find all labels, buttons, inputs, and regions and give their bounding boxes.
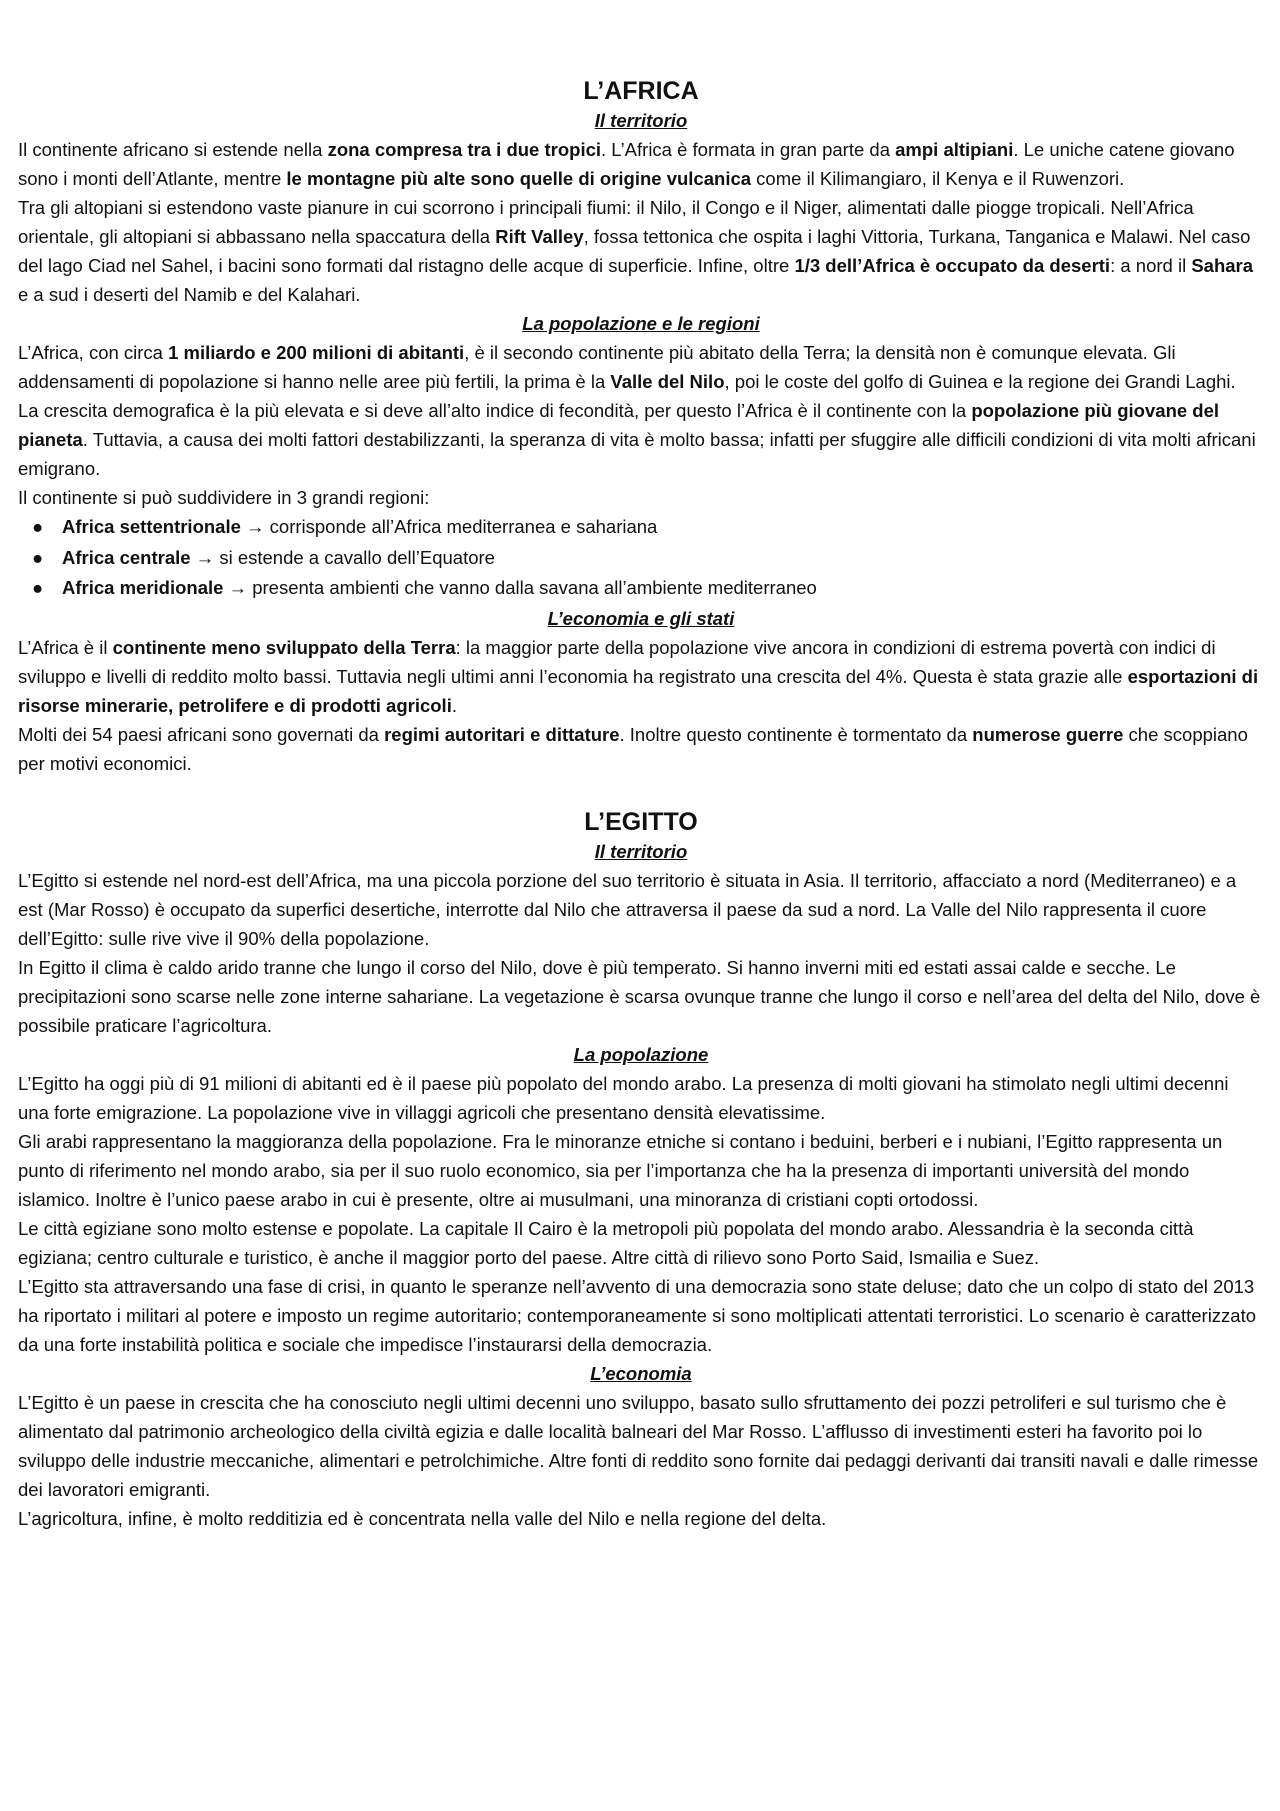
- egypt-territory-paragraph-1: L’Egitto si estende nel nord-est dell’Africa, ma una piccola porzione del suo territorio è situata in Asia. Il territorio, affacciato a nord (Mediterraneo) e a est (Mar Rosso) è occupato da superfici desertiche, interrotte dal Nilo che attraversa il paese da sud a nord. La Valle del Nilo rappresenta il cuore dell’Egitto: sulle rive vive il 90% della popolazione.: [18, 869, 1237, 949]
- bullet-icon: ●: [32, 546, 44, 568]
- bold-run: le montagne più alte sono quelle di origine vulcanica: [286, 168, 752, 189]
- egypt-title: L’EGITTO: [584, 807, 698, 836]
- bold-run: Rift Valley: [495, 226, 584, 247]
- text-run: . Tuttavia, a causa dei molti fattori destabilizzanti, la speranza di vita è molto bassa; infatti per sfuggire alle difficili condizioni di vita molti africani emigrano.: [18, 429, 1256, 479]
- bold-run: popolazione più giovane del pianeta: [18, 400, 1220, 450]
- list-item: [18, 573, 1264, 604]
- text-run: , è il secondo continente più abitato della Terra; la densità non è comunque elevata. Gli addensamenti di popolazione si hanno nelle aree più fertili, la prima è la: [18, 342, 1176, 392]
- bold-run: Valle del Nilo: [610, 371, 725, 392]
- region-name: Africa meridionale: [62, 577, 224, 598]
- region-name: Africa centrale: [62, 546, 191, 568]
- region-description: → si estende a cavallo dell’Equatore: [190, 546, 495, 568]
- text-run: Molti dei 54 paesi africani sono governati da: [18, 723, 385, 745]
- bold-run: esportazioni di risorse minerarie, petrolifere e di prodotti agricoli: [18, 665, 1259, 716]
- bold-run: zona compresa tra i due tropici: [327, 139, 602, 160]
- africa-population-paragraph-1: [18, 338, 1264, 396]
- text-run: . Inoltre questo continente è tormentato da: [619, 723, 973, 745]
- egypt-territory-heading: Il territorio: [594, 840, 688, 862]
- africa-population-heading: La popolazione e le regioni: [522, 313, 760, 334]
- egypt-population-paragraph-3: Le città egiziane sono molto estense e popolate. La capitale Il Cairo è la metropoli più popolata del mondo arabo. Alessandria è la seconda città egiziana; centro culturale e turistico, è anche il maggior porto del paese. Altre città di rilievo sono Porto Said, Ismailia e Suez.: [18, 1217, 1194, 1268]
- africa-population-paragraph-2: [18, 396, 1264, 483]
- text-run: , poi le coste del golfo di Guinea e la regione dei Grandi Laghi.: [724, 371, 1236, 392]
- text-run: come il Kilimangiaro, il Kenya e il Ruwenzori.: [751, 168, 1125, 189]
- egypt-population-paragraph-1: L’Egitto ha oggi più di 91 milioni di abitanti ed è il paese più popolato del mondo arabo. La presenza di molti giovani ha stimolato negli ultimi decenni una forte emigrazione. La popolazione vive in villaggi agricoli che presentano densità elevatissime.: [18, 1072, 1229, 1123]
- region-description: → presenta ambienti che vanno dalla savana all’ambiente mediterraneo: [223, 577, 817, 598]
- africa-economy-paragraph-2: [18, 720, 1264, 778]
- africa-regions-list: [18, 512, 1264, 604]
- text-run: .: [451, 694, 457, 716]
- egypt-population-paragraph-2: Gli arabi rappresentano la maggioranza della popolazione. Fra le minoranze etniche si contano i beduini, berberi e i nubiani, l’Egitto rappresenta un punto di riferimento nel mondo arabo, sia per il suo ruolo economico, sia per l’importanza che ha la presenza di importanti università del mondo islamico. Inoltre è l’unico paese arabo in cui è presente, oltre ai musulmani, una minoranza di cristiani copti ortodossi.: [18, 1130, 1223, 1210]
- bold-run: regimi autoritari e dittature: [384, 723, 620, 745]
- text-run: : a nord il: [1110, 255, 1192, 276]
- africa-economy-paragraph-1: [18, 633, 1264, 720]
- bullet-icon: ●: [32, 516, 44, 537]
- bold-run: numerose guerre: [972, 723, 1124, 745]
- text-run: La crescita demografica è la più elevata e si deve all’alto indice di fecondità, per questo l’Africa è il continente con la: [18, 400, 972, 421]
- list-item: [18, 543, 1264, 574]
- bold-run: 1 miliardo e 200 milioni di abitanti: [168, 342, 465, 363]
- text-run: Il continente africano si estende nella: [18, 139, 328, 160]
- text-run: : la maggior parte della popolazione vive ancora in condizioni di estrema povertà con indici di sviluppo e livelli di reddito molto bassi. Tuttavia negli ultimi anni l’economia ha registrato una crescita del 4%. Questa è stata grazie alle: [18, 636, 1216, 687]
- text-run: Tra gli altopiani si estendono vaste pianure in cui scorrono i principali fiumi: il Nilo, il Congo e il Niger, alimentati dalle piogge tropicali. Nell’Africa orientale, gli altopiani si abbassano nella spaccatura della: [18, 197, 1194, 247]
- list-item: [18, 512, 1264, 543]
- bullet-icon: ●: [32, 577, 44, 598]
- section-spacer: [18, 778, 1264, 807]
- egypt-population-heading: La popolazione: [573, 1043, 709, 1065]
- text-run: L’Africa, con circa: [18, 342, 169, 363]
- text-run: che scoppiano per motivi economici.: [18, 723, 1248, 774]
- bold-run: Sahara: [1191, 255, 1254, 276]
- bold-run: ampi altipiani: [895, 139, 1014, 160]
- africa-territory-paragraph-1: [18, 135, 1264, 193]
- egypt-territory-paragraph-2: In Egitto il clima è caldo arido tranne che lungo il corso del Nilo, dove è più temperato. Si hanno inverni miti ed estati assai calde e secche. Le precipitazioni sono scarse nelle zone interne sahariane. La vegetazione è scarsa ovunque tranne che lungo il corso e nell’area del delta del Nilo, dove è possibile praticare l’agricoltura.: [18, 956, 1261, 1036]
- bold-run: 1/3 dell’Africa è occupato da deserti: [794, 255, 1111, 276]
- africa-economy-heading: L’economia e gli stati: [547, 607, 735, 629]
- africa-territory-heading: Il territorio: [594, 110, 688, 131]
- egypt-economy-paragraph-2: L’agricoltura, infine, è molto redditizia ed è concentrata nella valle del Nilo e nella regione del delta.: [18, 1507, 827, 1529]
- egypt-economy-heading: L’economia: [590, 1362, 692, 1384]
- region-description: → corrisponde all’Africa mediterranea e sahariana: [240, 516, 658, 537]
- text-run: e a sud i deserti del Namib e del Kalahari.: [18, 284, 361, 305]
- text-run: . Le uniche catene giovano sono i monti dell’Atlante, mentre: [18, 139, 1235, 189]
- text-run: , fossa tettonica che ospita i laghi Vittoria, Turkana, Tanganica e Malawi. Nel caso del lago Ciad nel Sahel, i bacini sono formati dal ristagno delle acque di superficie. Infine, oltre: [18, 226, 1251, 276]
- africa-title: L’AFRICA: [583, 77, 699, 105]
- africa-territory-paragraph-2: [18, 193, 1264, 309]
- region-name: Africa settentrionale: [62, 516, 241, 537]
- text-run: . L’Africa è formata in gran parte da: [601, 139, 896, 160]
- bold-run: continente meno sviluppato della Terra: [112, 636, 456, 658]
- egypt-economy-paragraph-1: L’Egitto è un paese in crescita che ha conosciuto negli ultimi decenni uno sviluppo, basato sullo sfruttamento dei pozzi petroliferi e sul turismo che è alimentato dal patrimonio archeologico della civiltà egizia e dalle località balneari del Mar Rosso. L’afflusso di investimenti esteri ha favorito poi lo sviluppo delle industrie meccaniche, alimentari e petrolchimiche. Altre fonti di reddito sono fornite dai pedaggi derivanti dai transiti navali e dalle rimesse dei lavoratori emigranti.: [18, 1391, 1259, 1500]
- africa-regions-intro: Il continente si può suddividere in 3 grandi regioni:: [18, 487, 430, 508]
- egypt-population-paragraph-4: L’Egitto sta attraversando una fase di crisi, in quanto le speranze nell’avvento di una democrazia sono state deluse; dato che un colpo di stato del 2013 ha riportato i militari al potere e imposto un regime autoritario; contemporaneamente si sono moltiplicati attentati terroristici. Lo scenario è caratterizzato da una forte instabilità politica e sociale che impedisce l’instaurarsi della democrazia.: [18, 1275, 1257, 1355]
- text-run: L’Africa è il: [18, 636, 113, 658]
